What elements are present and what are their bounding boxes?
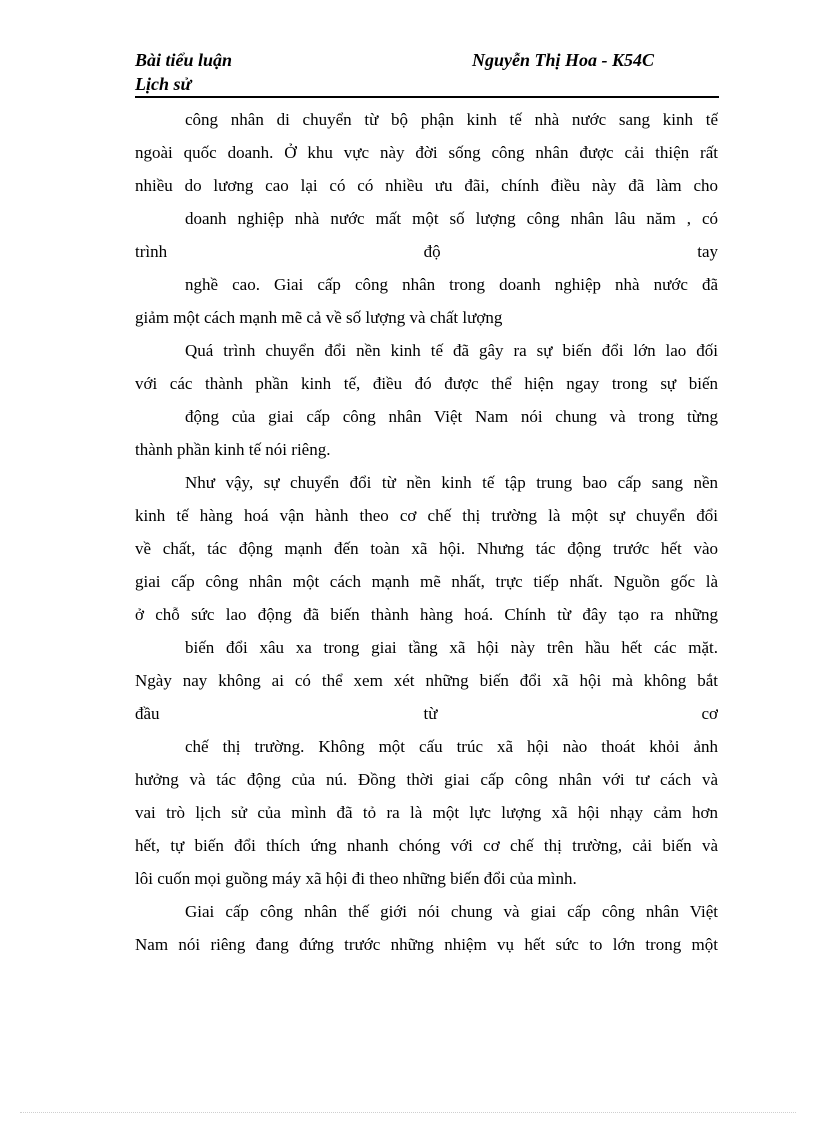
text-line: doanh nghiệp nhà nước mất một số lượng công nhân lâu năm , có [185,209,718,228]
text-line: trình độ tay [135,242,718,261]
text-line: về chất, tác động mạnh đến toàn xã hội. Nhưng tác động trước hết vào [135,539,718,558]
text-line: Như vậy, sự chuyển đổi từ nền kinh tế tập trung bao cấp sang nền [185,473,718,492]
text-line: công nhân di chuyển từ bộ phận kinh tế nhà nước sang kinh tế [185,110,718,129]
text-line: động của giai cấp công nhân Việt Nam nói chung và trong từng [185,407,718,426]
text-line: Nam nói riêng đang đứng trước những nhiệm vụ hết sức to lớn trong một [135,935,718,954]
text-line: lôi cuốn mọi guồng máy xã hội đi theo những biến đổi của mình. [135,869,577,888]
footer-dotted-line [20,1112,796,1113]
text-line: Giai cấp công nhân thế giới nói chung và giai cấp công nhân Việt [185,902,718,921]
text-line: thành phần kinh tế nói riêng. [135,440,331,459]
text-line: Ngày nay không ai có thể xem xét những biến đổi xã hội mà không bắt [135,671,718,690]
text-line: ở chỗ sức lao động đã biến thành hàng hoá. Chính từ đây tạo ra những [135,605,718,624]
header-subject: Lịch sử [135,74,192,94]
text-line: vai trò lịch sử của mình đã tỏ ra là một lực lượng xã hội nhạy cảm hơn [135,803,718,822]
header-author: Nguyễn Thị Hoa - K54C [472,50,655,70]
text-line: đầu từ cơ [135,704,718,723]
text-line: chế thị trường. Không một cấu trúc xã hội nào thoát khỏi ảnh [185,737,718,756]
text-line: nhiều do lương cao lại có có nhiều ưu đãi, chính điều này đã làm cho [135,176,718,195]
text-line: giảm một cách mạnh mẽ cả về số lượng và chất lượng [135,308,503,327]
text-line: ngoài quốc doanh. Ở khu vực này đời sống công nhân được cải thiện rất [135,143,718,162]
text-line: hết, tự biến đổi thích ứng nhanh chóng với cơ chế thị trường, cải biến và [135,836,718,855]
header-rule [135,96,719,98]
text-line: giai cấp công nhân một cách mạnh mẽ nhất, trực tiếp nhất. Nguồn gốc là [135,572,718,591]
header-title: Bài tiểu luận [135,50,233,70]
text-line: với các thành phần kinh tế, điều đó được thể hiện ngay trong sự biến [135,374,718,393]
text-line: nghề cao. Giai cấp công nhân trong doanh nghiệp nhà nước đã [185,275,718,294]
body-text [135,103,718,961]
text-line: biến đổi xâu xa trong giai tầng xã hội này trên hầu hết các mặt. [185,638,718,657]
text-line: Quá trình chuyển đổi nền kinh tế đã gây ra sự biến đổi lớn lao đối [185,341,718,360]
text-line: kinh tế hàng hoá vận hành theo cơ chế thị trường là một sự chuyển đổi [135,506,718,525]
text-line: hưởng và tác động của nú. Đồng thời giai cấp công nhân với tư cách và [135,770,718,789]
